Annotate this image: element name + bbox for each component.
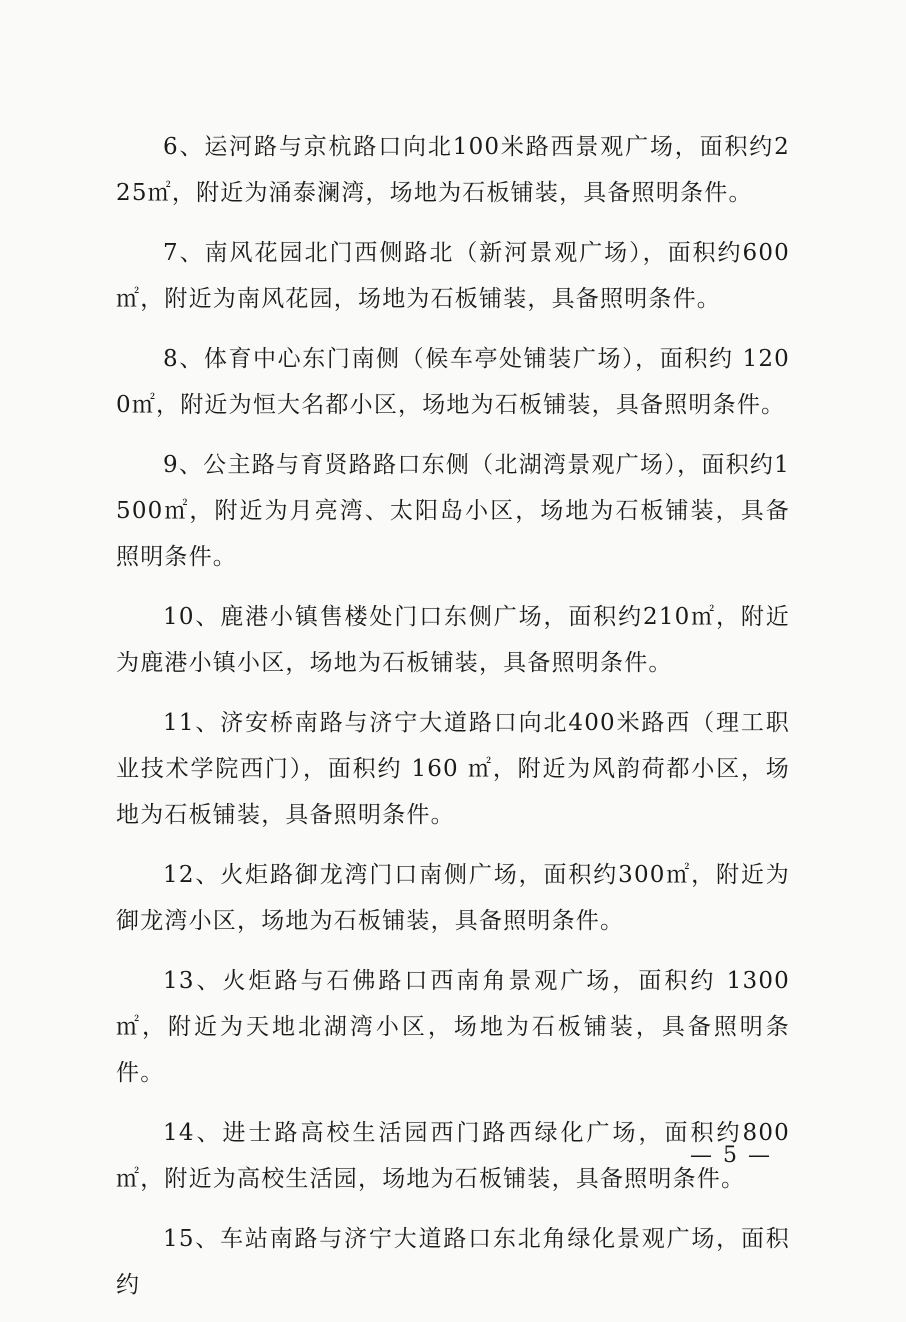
paragraph-item-13: 13、火炬路与石佛路口西南角景观广场，面积约 1300 ㎡，附近为天地北湖湾小区，场地为石板铺装，具备照明条件。 <box>116 968 790 1086</box>
paragraph-item-14: 14、进士路高校生活园西门路西绿化广场，面积约800㎡，附近为高校生活园，场地为石板铺装，具备照明条件。 <box>116 1120 790 1192</box>
document-body <box>116 124 790 1322</box>
paragraph-item-9: 9、公主路与育贤路路口东侧（北湖湾景观广场），面积约1500㎡，附近为月亮湾、太阳岛小区，场地为石板铺装，具备照明条件。 <box>116 452 790 570</box>
paragraph-item-8: 8、体育中心东门南侧（候车亭处铺装广场），面积约 1200㎡，附近为恒大名都小区，场地为石板铺装，具备照明条件。 <box>116 346 790 418</box>
paragraph-item-10: 10、鹿港小镇售楼处门口东侧广场，面积约210㎡，附近为鹿港小镇小区，场地为石板铺装，具备照明条件。 <box>116 604 790 676</box>
paragraph-item-12: 12、火炬路御龙湾门口南侧广场，面积约300㎡，附近为御龙湾小区，场地为石板铺装，具备照明条件。 <box>116 862 790 934</box>
page-number-dash-right: — <box>748 1143 772 1168</box>
page-number-value: 5 <box>723 1143 739 1168</box>
paragraph-item-11: 11、济安桥南路与济宁大道路口向北400米路西（理工职业技术学院西门），面积约 160 ㎡，附近为风韵荷都小区，场地为石板铺装，具备照明条件。 <box>116 710 790 828</box>
page-number <box>690 1143 770 1168</box>
paragraph-item-6: 6、运河路与京杭路口向北100米路西景观广场，面积约225㎡，附近为涌泰澜湾，场地为石板铺装，具备照明条件。 <box>116 134 790 206</box>
page-number-dash-left: — <box>690 1143 714 1168</box>
paragraph-item-7: 7、南风花园北门西侧路北（新河景观广场），面积约600㎡，附近为南风花园，场地为石板铺装，具备照明条件。 <box>116 240 790 312</box>
paragraph-item-15: 15、车站南路与济宁大道路口东北角绿化景观广场，面积约 <box>116 1226 790 1298</box>
